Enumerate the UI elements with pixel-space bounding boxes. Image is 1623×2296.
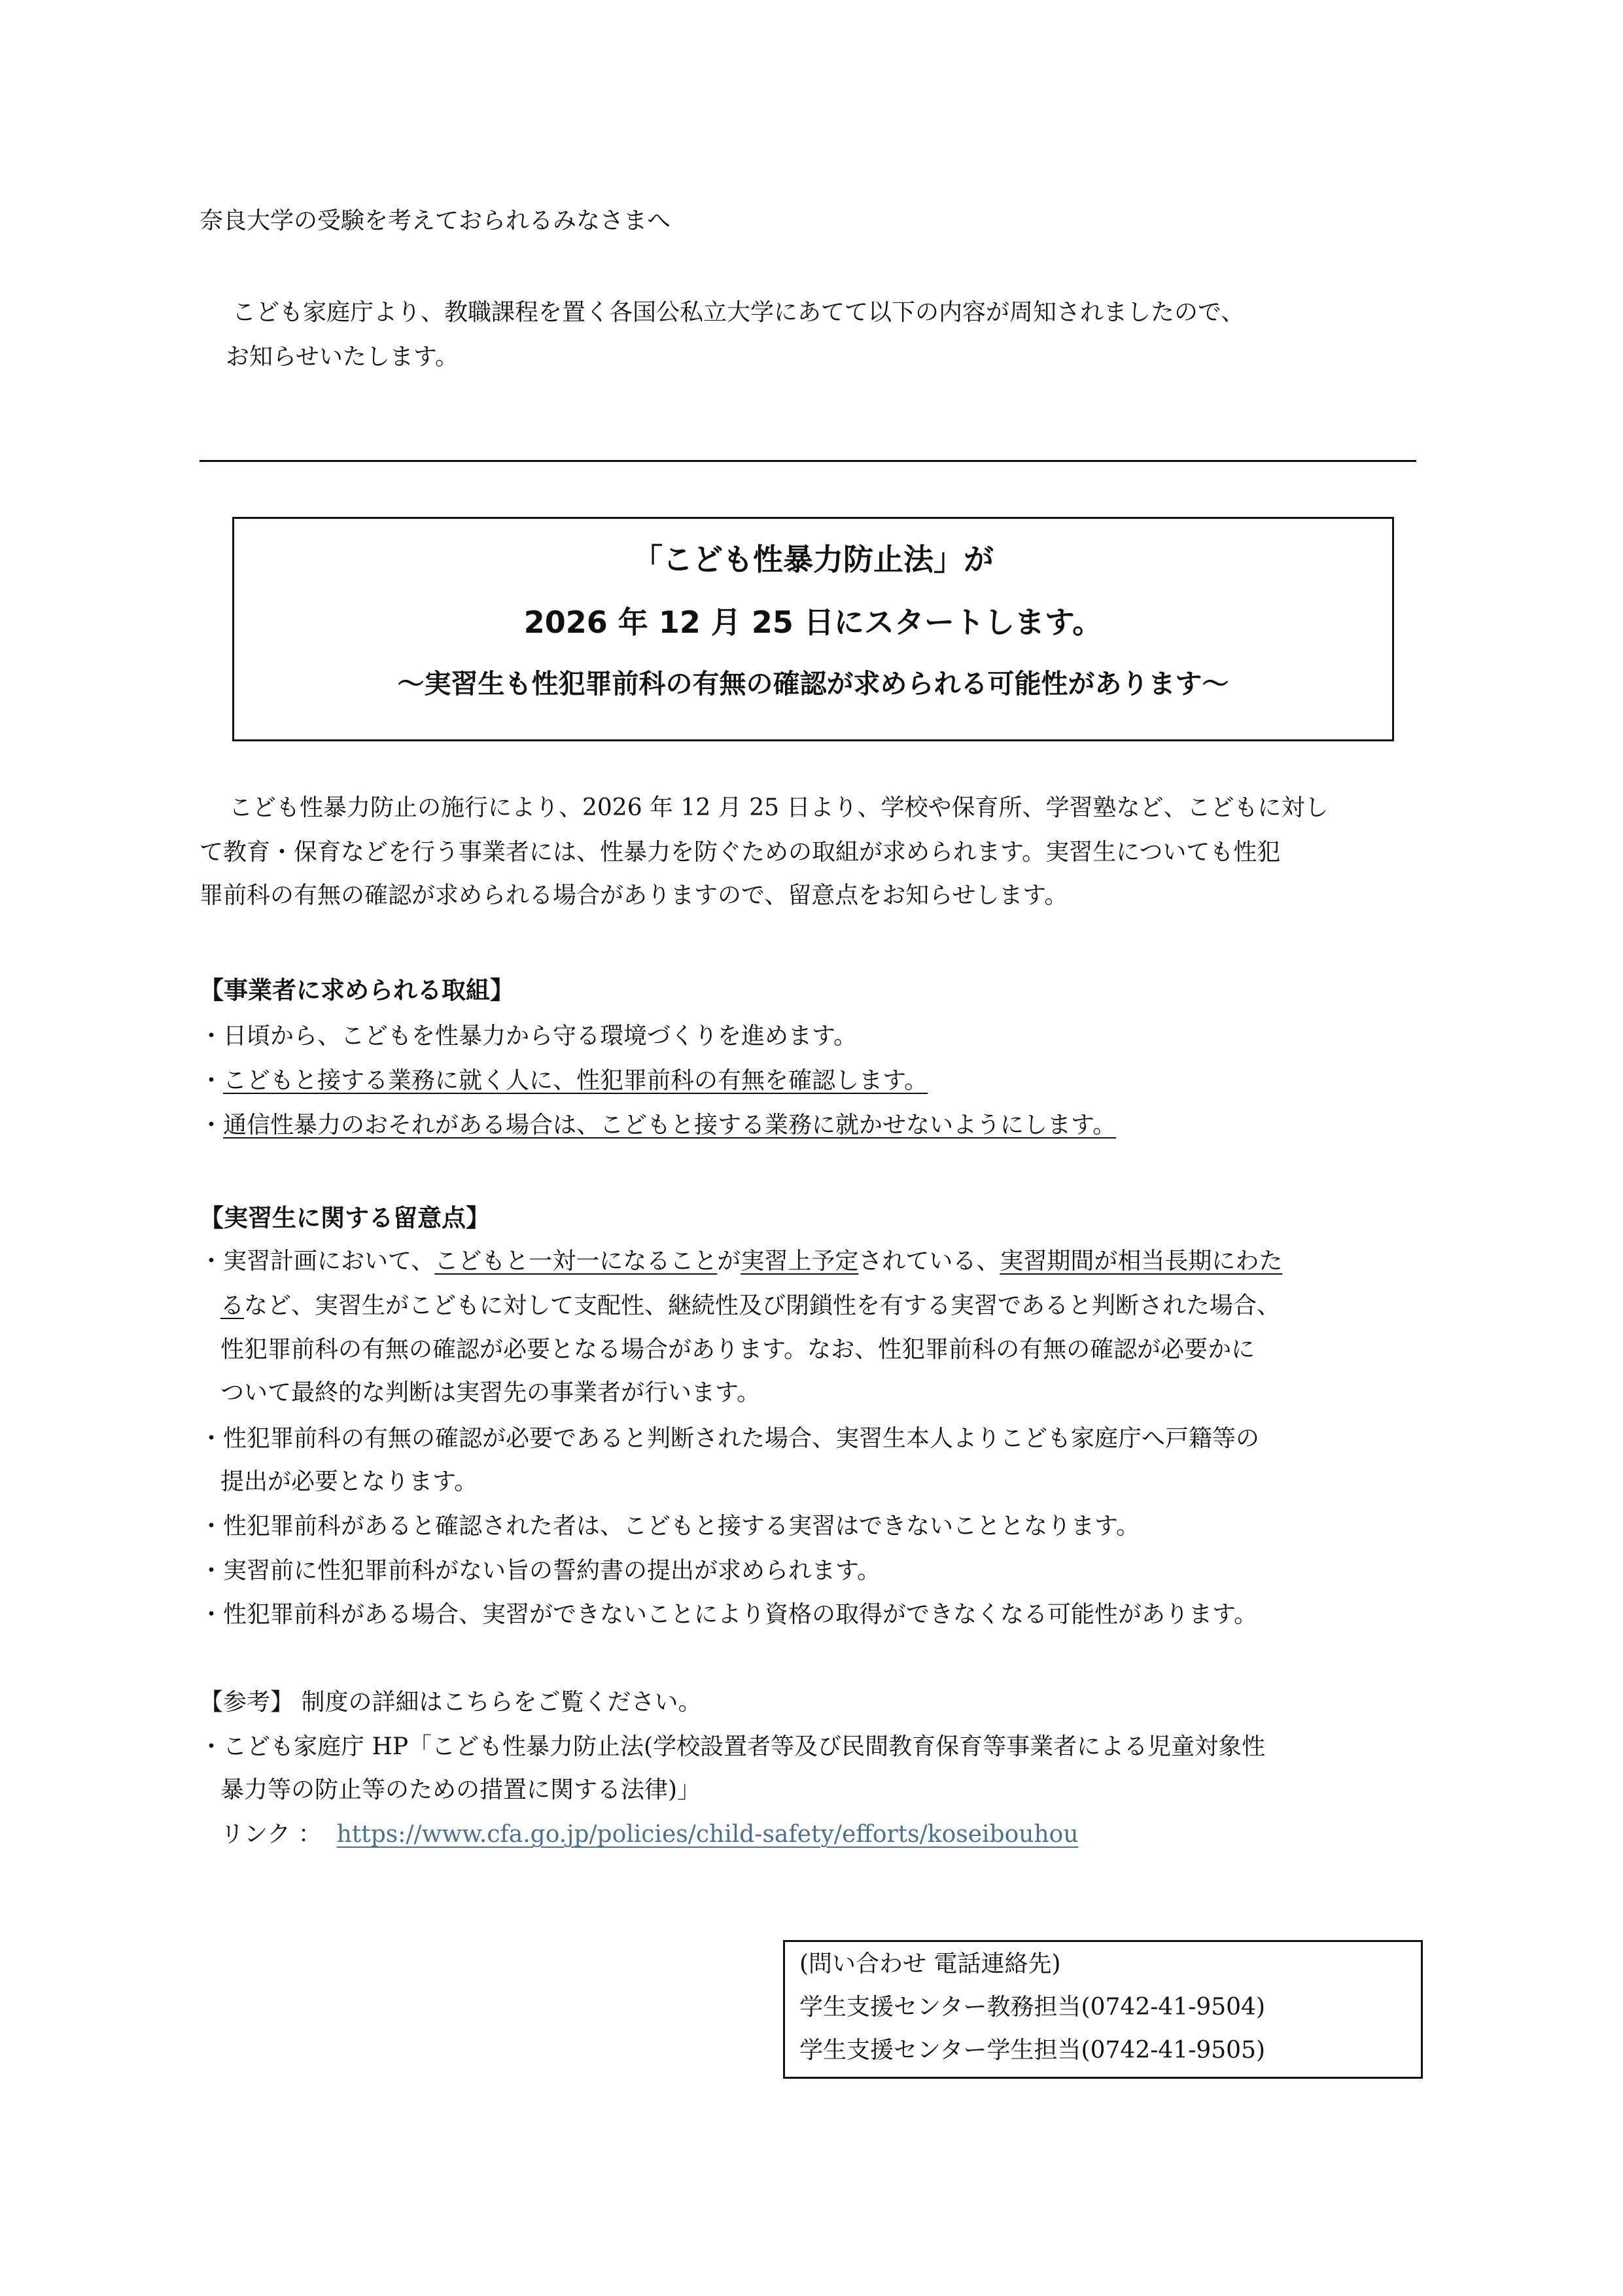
title-subtitle: 〜実習生も性犯罪前科の有無の確認が求められる可能性があります〜 — [397, 668, 1229, 699]
greeting: 奈良大学の受験を考えておられるみなさまへ — [200, 207, 671, 234]
text-segment: されている、 — [858, 1248, 1000, 1275]
title-line-2: 2026 年 12 月 25 日にスタートします。 — [523, 605, 1103, 640]
operators-item-2-text: こどもと接する業務に就く人に、性犯罪前科の有無を確認します。 — [223, 1067, 928, 1094]
reference-item-line-1: ・こども家庭庁 HP「こども性暴力防止法(学校設置者等及び民間教育保育等事業者による児童対象性 — [200, 1733, 1266, 1760]
trainees-item-3: ・性犯罪前科があると確認された者は、こどもと接する実習はできないこととなります。 — [200, 1513, 1140, 1540]
underlined-planned: 実習上予定 — [741, 1248, 859, 1275]
contact-box — [783, 1940, 1423, 2079]
contact-student-affairs: 学生支援センター学生担当(0742-41-9505) — [799, 2037, 1266, 2064]
bullet: ・ — [200, 1067, 224, 1094]
section-heading-trainees: 【実習生に関する留意点】 — [200, 1204, 490, 1232]
reference-link-row — [220, 1819, 1079, 1850]
underlined-long-period-end: る — [220, 1292, 245, 1319]
underlined-long-period: 実習期間が相当長期にわた — [1000, 1248, 1283, 1275]
trainees-item-2-line-1: ・性犯罪前科の有無の確認が必要であると判断された場合、実習生本人よりこども家庭庁へ戸籍等の — [200, 1425, 1260, 1452]
reference-heading: 【参考】 制度の詳細はこちらをご覧ください。 — [200, 1689, 702, 1716]
trainees-item-1-line-2 — [220, 1290, 1280, 1322]
operators-item-3-text: 通信性暴力のおそれがある場合は、こどもと接する業務に就かせないようにします。 — [223, 1112, 1117, 1139]
body-line-3: 罪前科の有無の確認が求められる場合がありますので、留意点をお知らせします。 — [200, 882, 1068, 909]
body-line-2: て教育・保育などを行う事業者には、性暴力を防ぐための取組が求められます。実習生についても性犯 — [200, 839, 1281, 866]
text-segment: が — [717, 1248, 741, 1275]
cfa-link[interactable]: https://www.cfa.go.jp/policies/child-safety/efforts/koseibouhou — [336, 1821, 1079, 1848]
reference-item-line-2: 暴力等の防止等のための措置に関する法律)」 — [220, 1776, 701, 1803]
contact-heading: (問い合わせ 電話連絡先) — [799, 1951, 1061, 1977]
body-line-1: こども性暴力防止の施行により、2026 年 12 月 25 日より、学校や保育所、学習塾など、こどもに対し — [229, 794, 1329, 821]
operators-item-3 — [200, 1110, 1116, 1141]
trainees-item-4: ・実習前に性犯罪前科がない旨の誓約書の提出が求められます。 — [200, 1557, 881, 1584]
contact-academic-affairs: 学生支援センター教務担当(0742-41-9504) — [799, 1994, 1266, 2021]
operators-item-1: ・日頃から、こどもを性暴力から守る環境づくりを進めます。 — [200, 1023, 858, 1050]
operators-item-2 — [200, 1065, 928, 1097]
intro-line-1: こども家庭庁より、教職課程を置く各国公私立大学にあてて以下の内容が周知されましたので、 — [232, 299, 1245, 326]
text-segment: ・実習計画において、 — [200, 1248, 435, 1275]
trainees-item-1-line-4: ついて最終的な判断は実習先の事業者が行います。 — [220, 1379, 761, 1406]
trainees-item-1-line-3: 性犯罪前科の有無の確認が必要となる場合があります。なお、性犯罪前科の有無の確認が必要かに — [220, 1336, 1255, 1363]
trainees-item-5: ・性犯罪前科がある場合、実習ができないことにより資格の取得ができなくなる可能性があります。 — [200, 1601, 1258, 1628]
horizontal-divider — [200, 460, 1416, 462]
text-segment: など、実習生がこどもに対して支配性、継続性及び閉鎖性を有する実習であると判断された場合、 — [244, 1292, 1281, 1319]
trainees-item-1-line-1 — [200, 1246, 1282, 1277]
intro-line-2: お知らせいたします。 — [226, 344, 459, 370]
section-heading-operators: 【事業者に求められる取組】 — [200, 976, 514, 1004]
bullet: ・ — [200, 1112, 224, 1139]
title-line-1: 「こども性暴力防止法」が — [633, 542, 994, 577]
trainees-item-2-line-2: 提出が必要となります。 — [220, 1468, 478, 1495]
link-label: リンク ： — [220, 1821, 322, 1848]
title-box — [232, 517, 1394, 741]
underlined-one-on-one: こどもと一対一になること — [434, 1248, 718, 1275]
